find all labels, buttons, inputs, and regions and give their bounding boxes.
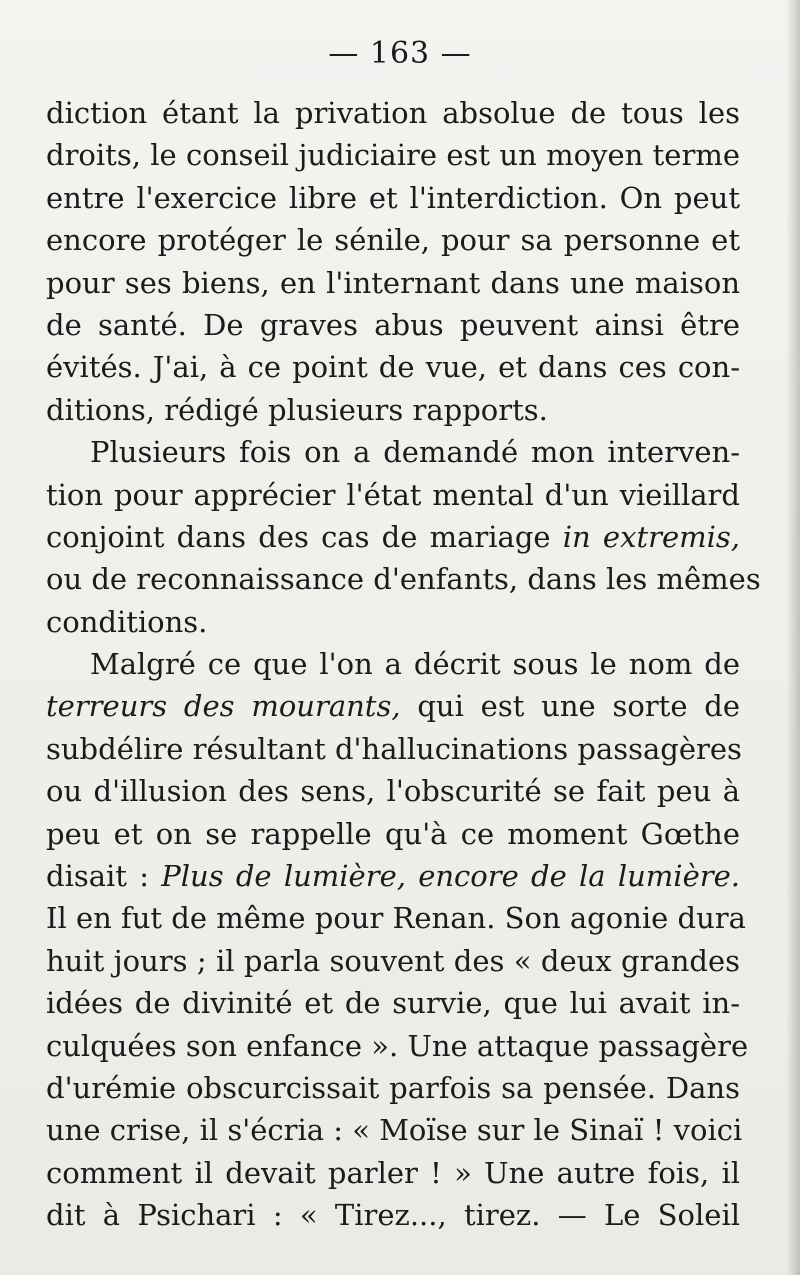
text-roman: disait : — [46, 859, 162, 894]
text-line: ou de reconnaissance d'enfants, dans les mêmes — [46, 562, 761, 597]
page-number: — 163 — — [328, 36, 472, 71]
text-line: évités. J'ai, à ce point de vue, et dans ces con- — [46, 350, 740, 385]
text-line: entre l'exercice libre et l'interdiction. On peut — [46, 180, 740, 215]
text-line: tion pour apprécier l'état mental d'un vieillard — [46, 477, 740, 512]
text-line: de santé. De graves abus peuvent ainsi être — [46, 307, 740, 342]
text-line: ou d'illusion des sens, l'obscurité se fait peu à — [46, 774, 740, 809]
text-line: une crise, il s'écria : « Moïse sur le Sinaï ! voici — [46, 1113, 743, 1148]
text-line: ditions, rédigé plusieurs rapports. — [46, 392, 548, 427]
text-line: idées de divinité et de survie, que lui avait in- — [46, 986, 740, 1021]
text-line: pour ses biens, en l'internant dans une maison — [46, 265, 740, 300]
text-line: droits, le conseil judiciaire est un moyen terme — [46, 138, 740, 173]
text-line: culquées son enfance ». Une attaque passagère — [46, 1028, 749, 1063]
text-line: huit jours ; il parla souvent des « deux grandes — [46, 943, 740, 978]
text-line: diction étant la privation absolue de tous les — [46, 96, 740, 130]
text-line: d'urémie obscurcissait parfois sa pensée. Dans — [46, 1070, 740, 1105]
paragraph-first-line: Malgré ce que l'on a décrit sous le nom de — [90, 647, 740, 682]
text-roman: qui est une sorte de — [400, 689, 740, 724]
text-italic: Plus de lumière, encore de la lumière. — [161, 859, 740, 894]
text-line: Il en fut de même pour Renan. Son agonie dura — [46, 901, 746, 936]
paragraph-first-line: Plusieurs fois on a demandé mon interven- — [90, 435, 740, 470]
text-line — [46, 685, 740, 727]
text-line: comment il devait parler ! » Une autre fois, il — [46, 1155, 740, 1190]
page-edge-shadow — [786, 0, 800, 1275]
text-italic: terreurs des mourants, — [46, 689, 401, 724]
text-line: dit à Psichari : « Tirez..., tirez. — Le Soleil — [46, 1198, 740, 1233]
text-roman: conjoint dans des cas de mariage — [46, 519, 563, 554]
text-line — [46, 855, 740, 897]
text-line: encore protéger le sénile, pour sa personne et — [46, 223, 740, 258]
body-text — [46, 92, 761, 1237]
text-line: subdélire résultant d'hallucinations passagères — [46, 731, 742, 766]
text-line: conditions. — [46, 604, 208, 639]
text-italic: in extremis, — [562, 519, 740, 554]
text-line — [46, 516, 740, 558]
text-line: peu et on se rappelle qu'à ce moment Gœthe — [46, 816, 740, 851]
